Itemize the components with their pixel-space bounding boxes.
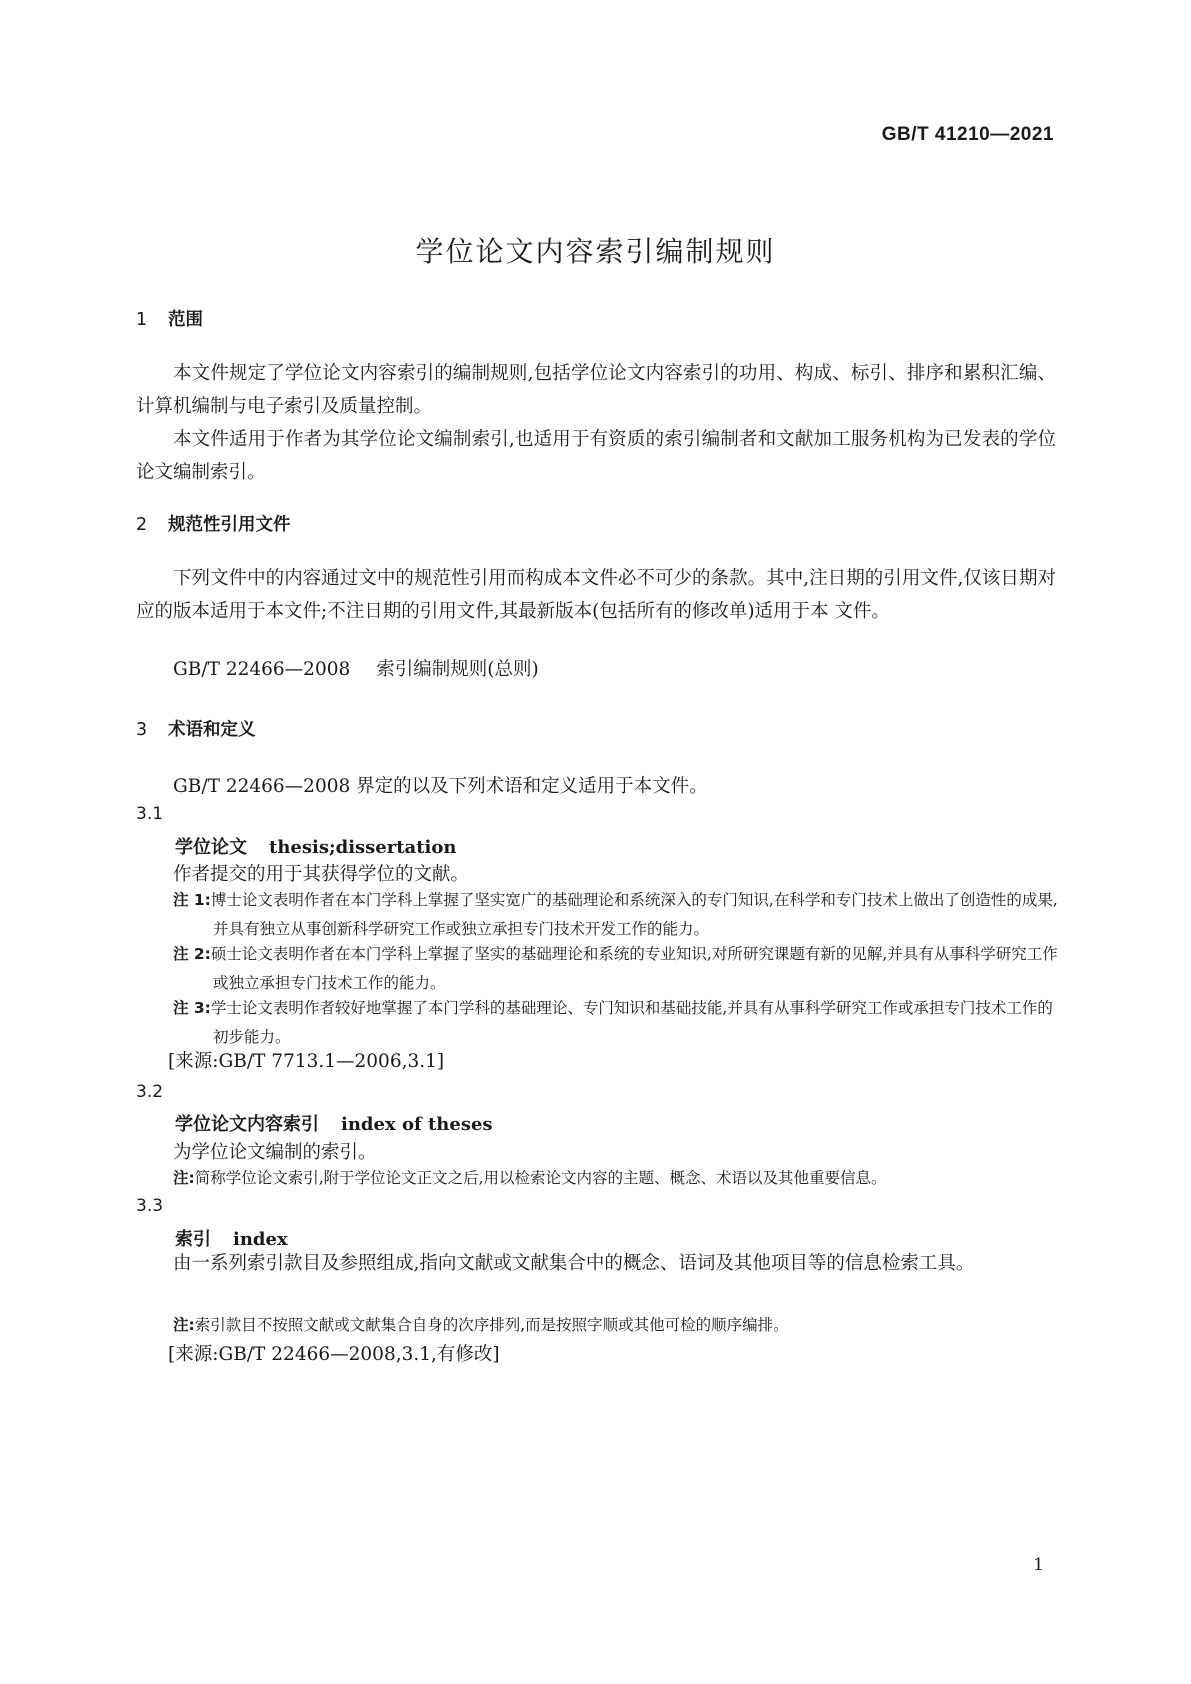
term-note (173, 940, 1059, 998)
term-en: index of theses (341, 1114, 493, 1135)
section-number: 1 (136, 310, 148, 330)
section-number: 2 (136, 515, 148, 535)
note-text: 学士论文表明作者较好地掌握了本门学科的基础理论、专门知识和基础技能,并具有从事科学研究工作或承担专门技术工作的初步能力。 (210, 999, 1053, 1046)
note-label: 注 2: (173, 945, 211, 963)
paragraph: 下列文件中的内容通过文中的规范性引用而构成本文件必不可少的条款。其中,注日期的引用文件,仅该日期对应的版本适用于本文件;不注日期的引用文件,其最新版本(包括所有的修改单)适用于本 文件。 (136, 568, 1056, 622)
term-number: 3.2 (136, 1082, 164, 1102)
document-title: 学位论文内容索引编制规则 (415, 235, 776, 268)
section-number: 3 (136, 720, 148, 740)
reference-code: GB/T 22466—2008 (173, 659, 351, 680)
term-note (173, 886, 1059, 944)
note-label: 注: (173, 1169, 195, 1187)
section-title: 规范性引用文件 (168, 515, 291, 535)
term-en: index (233, 1229, 288, 1250)
reference-item (173, 655, 539, 681)
term-source: [来源:GB/T 7713.1—2006,3.1] (168, 1051, 445, 1072)
term-number: 3.1 (136, 804, 164, 824)
page-number: 1 (1033, 1555, 1044, 1575)
note-text: 硕士论文表明作者在本门学科上掌握了坚实的基础理论和系统的专业知识,对所研究课题有新的见解,并具有从事科学研究工作或独立承担专门技术工作的能力。 (210, 945, 1058, 992)
note-label: 注 3: (173, 999, 211, 1017)
term-zh: 学位论文内容索引 (175, 1114, 319, 1135)
term-en: thesis;dissertation (269, 837, 457, 858)
standard-code: GB/T 41210—2021 (881, 124, 1054, 145)
paragraph: 本文件适用于作者为其学位论文编制索引,也适用于有资质的索引编制者和文献加工服务机构为已发表的学位论文编制索引。 (136, 429, 1056, 483)
term-definition: 由一系列索引款目及参照组成,指向文献或文献集合中的概念、语词及其他项目等的信息检索工具。 (173, 1253, 975, 1274)
term-note (173, 1311, 1059, 1340)
section-2-heading (136, 511, 291, 536)
term-heading (175, 833, 456, 859)
note-text: 博士论文表明作者在本门学科上掌握了坚实宽广的基础理论和系统深入的专门知识,在科学和专门技术上做出了创造性的成果,并具有独立从事创新科学研究工作或独立承担专门技术开发工作的能力。 (210, 891, 1058, 938)
term-heading (175, 1110, 493, 1136)
paragraph: 本文件规定了学位论文内容索引的编制规则,包括学位论文内容索引的功用、构成、标引、排序和累积汇编、计算机编制与电子索引及质量控制。 (136, 363, 1056, 417)
note-label: 注 1: (173, 891, 211, 909)
terms-intro: GB/T 22466—2008 界定的以及下列术语和定义适用于本文件。 (173, 776, 708, 797)
term-zh: 学位论文 (175, 837, 247, 858)
term-note (173, 994, 1059, 1052)
section-title: 范围 (168, 310, 203, 330)
term-note (173, 1164, 1059, 1193)
section-1-heading (136, 306, 203, 331)
note-text: 索引款目不按照文献或文献集合自身的次序排列,而是按照字顺或其他可检的顺序编排。 (194, 1316, 789, 1334)
note-text: 简称学位论文索引,附于学位论文正文之后,用以检索论文内容的主题、概念、术语以及其他重要信息。 (194, 1169, 887, 1187)
term-source: [来源:GB/T 22466—2008,3.1,有修改] (168, 1344, 500, 1365)
section-3-heading (136, 716, 256, 741)
section-title: 术语和定义 (168, 720, 256, 740)
note-label: 注: (173, 1316, 195, 1334)
reference-name: 索引编制规则(总则) (376, 659, 539, 680)
term-zh: 索引 (175, 1229, 211, 1250)
term-number: 3.3 (136, 1196, 164, 1216)
term-definition: 作者提交的用于其获得学位的文献。 (173, 864, 470, 885)
term-definition: 为学位论文编制的索引。 (173, 1142, 377, 1163)
